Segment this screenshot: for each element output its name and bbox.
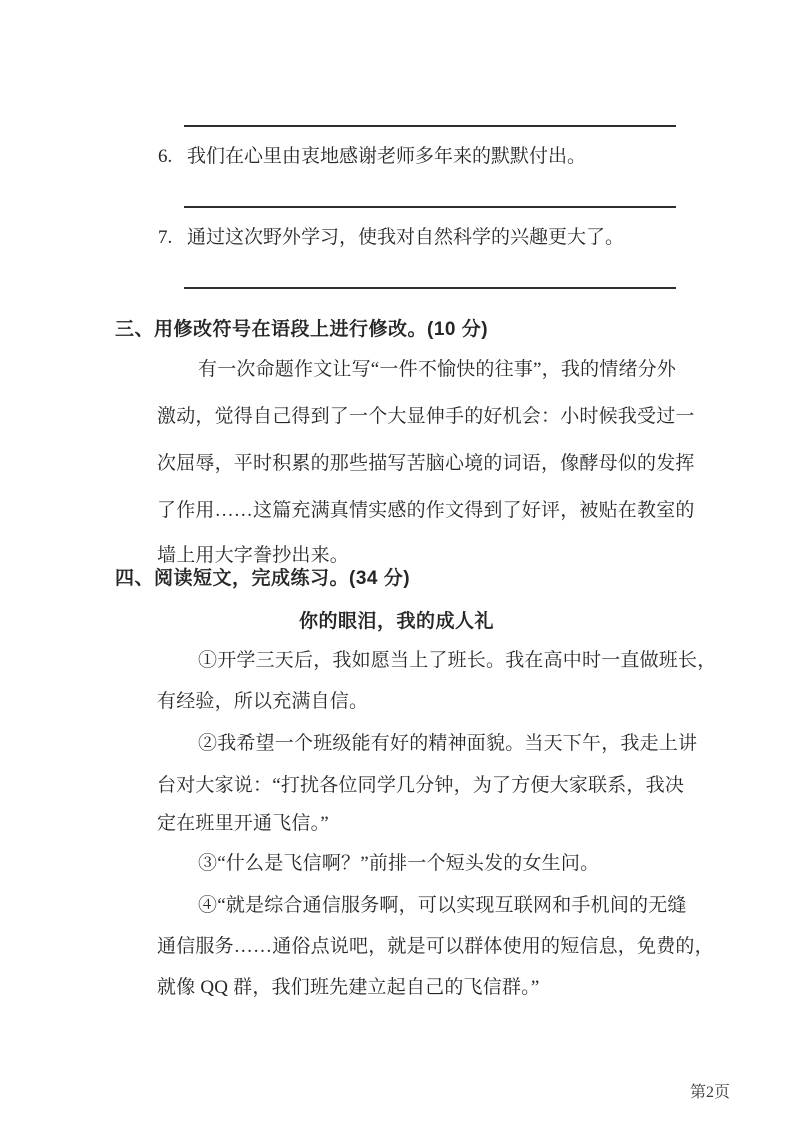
passage-line: 有经验，所以充满自信。 — [157, 691, 369, 712]
passage-line: ④“就是综合通信服务啊，可以实现互联网和手机间的无缝 — [198, 895, 687, 916]
passage-line: 就像 QQ 群，我们班先建立起自己的飞信群。” — [157, 977, 540, 998]
passage-line: ①开学三天后，我如愿当上了班长。我在高中时一直做班长， — [198, 650, 717, 671]
passage-title: 你的眼泪，我的成人礼 — [298, 611, 494, 632]
paragraph-line: 墙上用大字誊抄出来。 — [157, 545, 350, 566]
item-number: 7. — [158, 227, 173, 248]
answer-line — [184, 125, 676, 127]
paragraph-line: 了作用……这篇充满真情实感的作文得到了好评，被贴在教室的 — [157, 500, 695, 521]
item-number: 6. — [158, 146, 173, 167]
passage-line: ②我希望一个班级能有好的精神面貌。当天下午，我走上讲 — [198, 733, 698, 754]
question-item-6 — [158, 143, 586, 171]
page-number: 第2页 — [689, 1084, 730, 1101]
passage-line: ③“什么是飞信啊？”前排一个短头发的女生问。 — [198, 853, 600, 874]
passage-line: 台对大家说：“打扰各位同学几分钟，为了方便大家联系，我决 — [157, 775, 685, 796]
answer-line — [184, 287, 676, 289]
item-text: 通过这次野外学习，使我对自然科学的兴趣更大了。 — [187, 227, 625, 248]
answer-line — [184, 206, 676, 208]
paragraph-line: 有一次命题作文让写“一件不愉快的往事”，我的情绪分外 — [198, 359, 677, 380]
section-four-heading: 四、阅读短文，完成练习。(34 分) — [115, 568, 411, 589]
item-text: 我们在心里由衷地感谢老师多年来的默默付出。 — [187, 146, 587, 167]
question-item-7 — [158, 224, 624, 252]
paragraph-line: 激动，觉得自己得到了一个大显伸手的好机会：小时候我受过一 — [157, 406, 695, 427]
passage-line: 通信服务……通俗点说吧，就是可以群体使用的短信息，免费的， — [157, 936, 714, 957]
section-three-heading: 三、用修改符号在语段上进行修改。(10 分) — [115, 319, 489, 340]
passage-line: 定在班里开通飞信。” — [157, 813, 329, 834]
paragraph-line: 次屈辱，平时积累的那些描写苦脑心境的词语，像酵母似的发挥 — [157, 453, 695, 474]
